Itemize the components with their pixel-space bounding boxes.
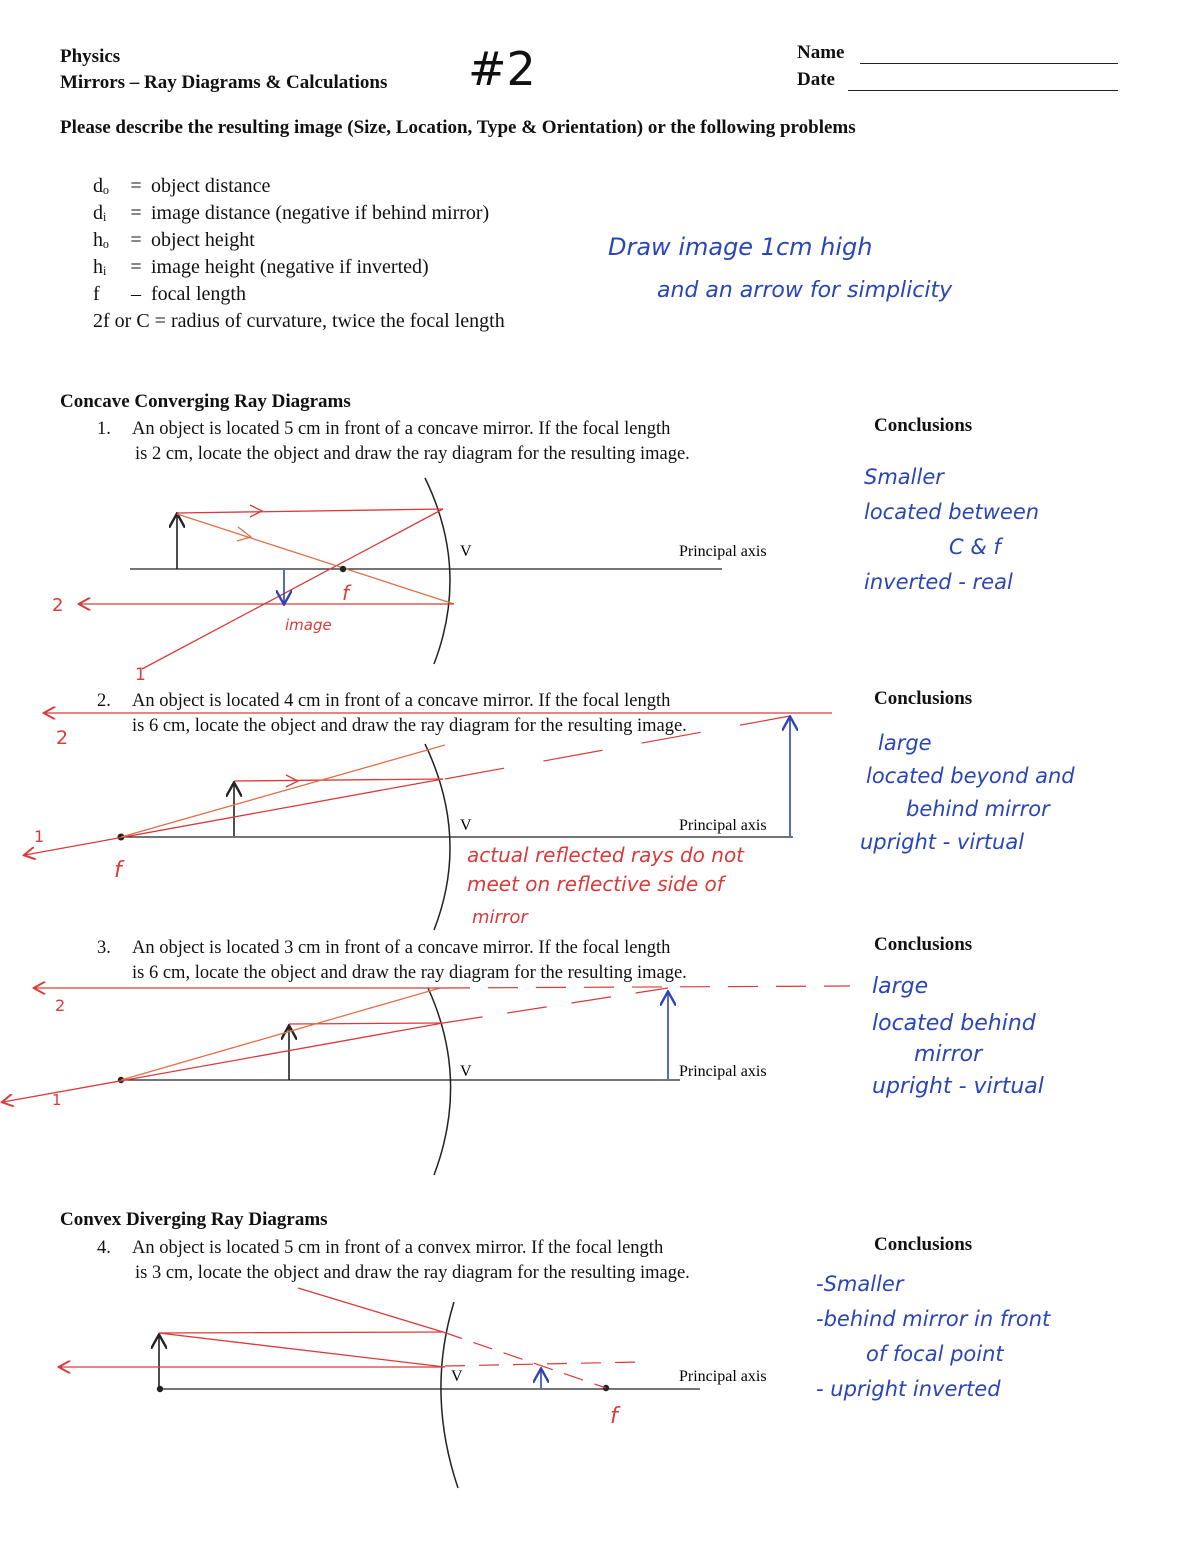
principal-axis-label: Principal axis bbox=[679, 817, 767, 834]
diagram-3 bbox=[3, 986, 850, 1175]
definition-row: f – focal length bbox=[93, 283, 246, 305]
ray-line bbox=[159, 1332, 443, 1333]
ray-extension-dashed bbox=[445, 716, 790, 779]
ray-extension-dashed bbox=[445, 1362, 640, 1366]
conclusion-line: - upright inverted bbox=[816, 1377, 1001, 1401]
principal-axis-label: Principal axis bbox=[679, 1368, 767, 1385]
problem-1-text: 1. An object is located 5 cm in front of a concave mirror. If the focal length is 2 cm, locate the object and draw the ray diagram for the resulting image. bbox=[97, 419, 690, 464]
conclusion-line: large bbox=[872, 974, 929, 999]
conclusion-line: located between bbox=[864, 500, 1040, 524]
subject-title: Physics bbox=[60, 46, 121, 67]
principal-axis-label: Principal axis bbox=[679, 1063, 767, 1080]
definition-row: hₒ = object height bbox=[93, 229, 255, 251]
focal-point bbox=[340, 566, 346, 572]
diagram-4 bbox=[60, 1288, 767, 1488]
concave-mirror bbox=[428, 988, 451, 1175]
ray-extension-dashed bbox=[440, 986, 850, 988]
ray-number-label: 2 bbox=[56, 727, 69, 749]
focal-label: f bbox=[114, 858, 122, 883]
section-concave-title: Concave Converging Ray Diagrams bbox=[60, 391, 351, 412]
ray-number-label: 2 bbox=[55, 996, 66, 1015]
convex-mirror bbox=[441, 1302, 458, 1488]
date-label: Date bbox=[797, 69, 835, 90]
conclusion-line: Smaller bbox=[864, 465, 944, 489]
principal-axis-label: Principal axis bbox=[679, 543, 767, 560]
conclusion-line: of focal point bbox=[866, 1342, 1004, 1366]
reflected-ray-line bbox=[3, 1023, 443, 1102]
conclusions-heading-3: Conclusions bbox=[874, 934, 973, 955]
conclusions-heading-2: Conclusions bbox=[874, 688, 973, 709]
ray-line bbox=[289, 1023, 443, 1024]
worksheet-title: Mirrors – Ray Diagrams & Calculations bbox=[60, 72, 388, 93]
image-label: image bbox=[285, 616, 332, 634]
diagram-1 bbox=[52, 478, 767, 685]
definition-row: 2f or C = radius of curvature, twice the focal length bbox=[93, 310, 505, 332]
ray-line bbox=[177, 514, 454, 604]
definition-row: hᵢ = image height (negative if inverted) bbox=[93, 256, 429, 278]
problem-3-text: 3. An object is located 3 cm in front of a concave mirror. If the focal length is 6 cm, locate the object and draw the ray diagram for the resulting image. bbox=[97, 938, 687, 983]
ray-line bbox=[121, 988, 440, 1080]
conclusion-line: upright - virtual bbox=[860, 830, 1025, 854]
definition-row: dᵢ = image distance (negative if behind mirror) bbox=[93, 202, 490, 224]
conclusion-line: C & f bbox=[949, 535, 1001, 559]
note-line-1: Draw image 1cm high bbox=[608, 233, 873, 261]
ray-number-label: 1 bbox=[34, 827, 45, 846]
problem-2-text: 2. An object is located 4 cm in front of a concave mirror. If the focal length is 6 cm, locate the object and draw the ray diagram for the resulting image. bbox=[97, 691, 687, 736]
vertex-label: V bbox=[451, 1368, 463, 1385]
remark-line: mirror bbox=[472, 907, 528, 928]
conclusion-line: upright - virtual bbox=[872, 1074, 1044, 1099]
ray-line bbox=[159, 1333, 445, 1367]
ray-line bbox=[234, 779, 443, 781]
conclusion-line: large bbox=[878, 731, 932, 755]
note-line-2: and an arrow for simplicity bbox=[657, 278, 953, 303]
conclusion-line: located behind bbox=[872, 1011, 1036, 1036]
section-convex-title: Convex Diverging Ray Diagrams bbox=[60, 1209, 328, 1230]
ray-extension-dashed bbox=[443, 1332, 606, 1388]
ray-number-label: 2 bbox=[52, 595, 64, 616]
conclusion-line: behind mirror bbox=[906, 797, 1050, 821]
ray-line bbox=[121, 745, 445, 837]
name-label: Name bbox=[797, 42, 845, 63]
reflected-ray-line bbox=[298, 1288, 443, 1332]
object-base-point bbox=[157, 1386, 163, 1392]
conclusion-line: -Smaller bbox=[816, 1272, 904, 1296]
remark-line: meet on reflective side of bbox=[467, 872, 724, 896]
conclusion-line: inverted - real bbox=[864, 570, 1013, 594]
conclusions-heading-1: Conclusions bbox=[874, 415, 973, 436]
reflected-ray-line bbox=[142, 509, 443, 669]
vertex-label: V bbox=[460, 817, 472, 834]
conclusions-heading-4: Conclusions bbox=[874, 1234, 973, 1255]
problem-4-text: 4. An object is located 5 cm in front of a convex mirror. If the focal length is 3 cm, locate the object and draw the ray diagram for the resulting image. bbox=[97, 1238, 690, 1283]
ray-number-label: 1 bbox=[135, 665, 146, 685]
vertex-label: V bbox=[460, 543, 472, 560]
remark-line: actual reflected rays do not bbox=[467, 843, 745, 867]
conclusion-line: mirror bbox=[914, 1042, 983, 1067]
conclusion-line: -behind mirror in front bbox=[816, 1307, 1051, 1331]
concave-mirror bbox=[425, 478, 450, 664]
ray-line bbox=[177, 509, 443, 513]
worksheet-number: #2 bbox=[468, 42, 536, 96]
vertex-label: V bbox=[460, 1063, 472, 1080]
diagram-2 bbox=[25, 713, 832, 930]
definition-row: dₒ = object distance bbox=[93, 175, 271, 197]
conclusion-line: located beyond and bbox=[866, 764, 1075, 788]
focal-label: f bbox=[610, 1404, 618, 1429]
ray-extension-dashed bbox=[443, 988, 668, 1023]
focal-label: f bbox=[342, 581, 350, 605]
ray-number-label: 1 bbox=[52, 1091, 62, 1109]
instructions: Please describe the resulting image (Size, Location, Type & Orientation) or the following problems bbox=[60, 117, 856, 138]
